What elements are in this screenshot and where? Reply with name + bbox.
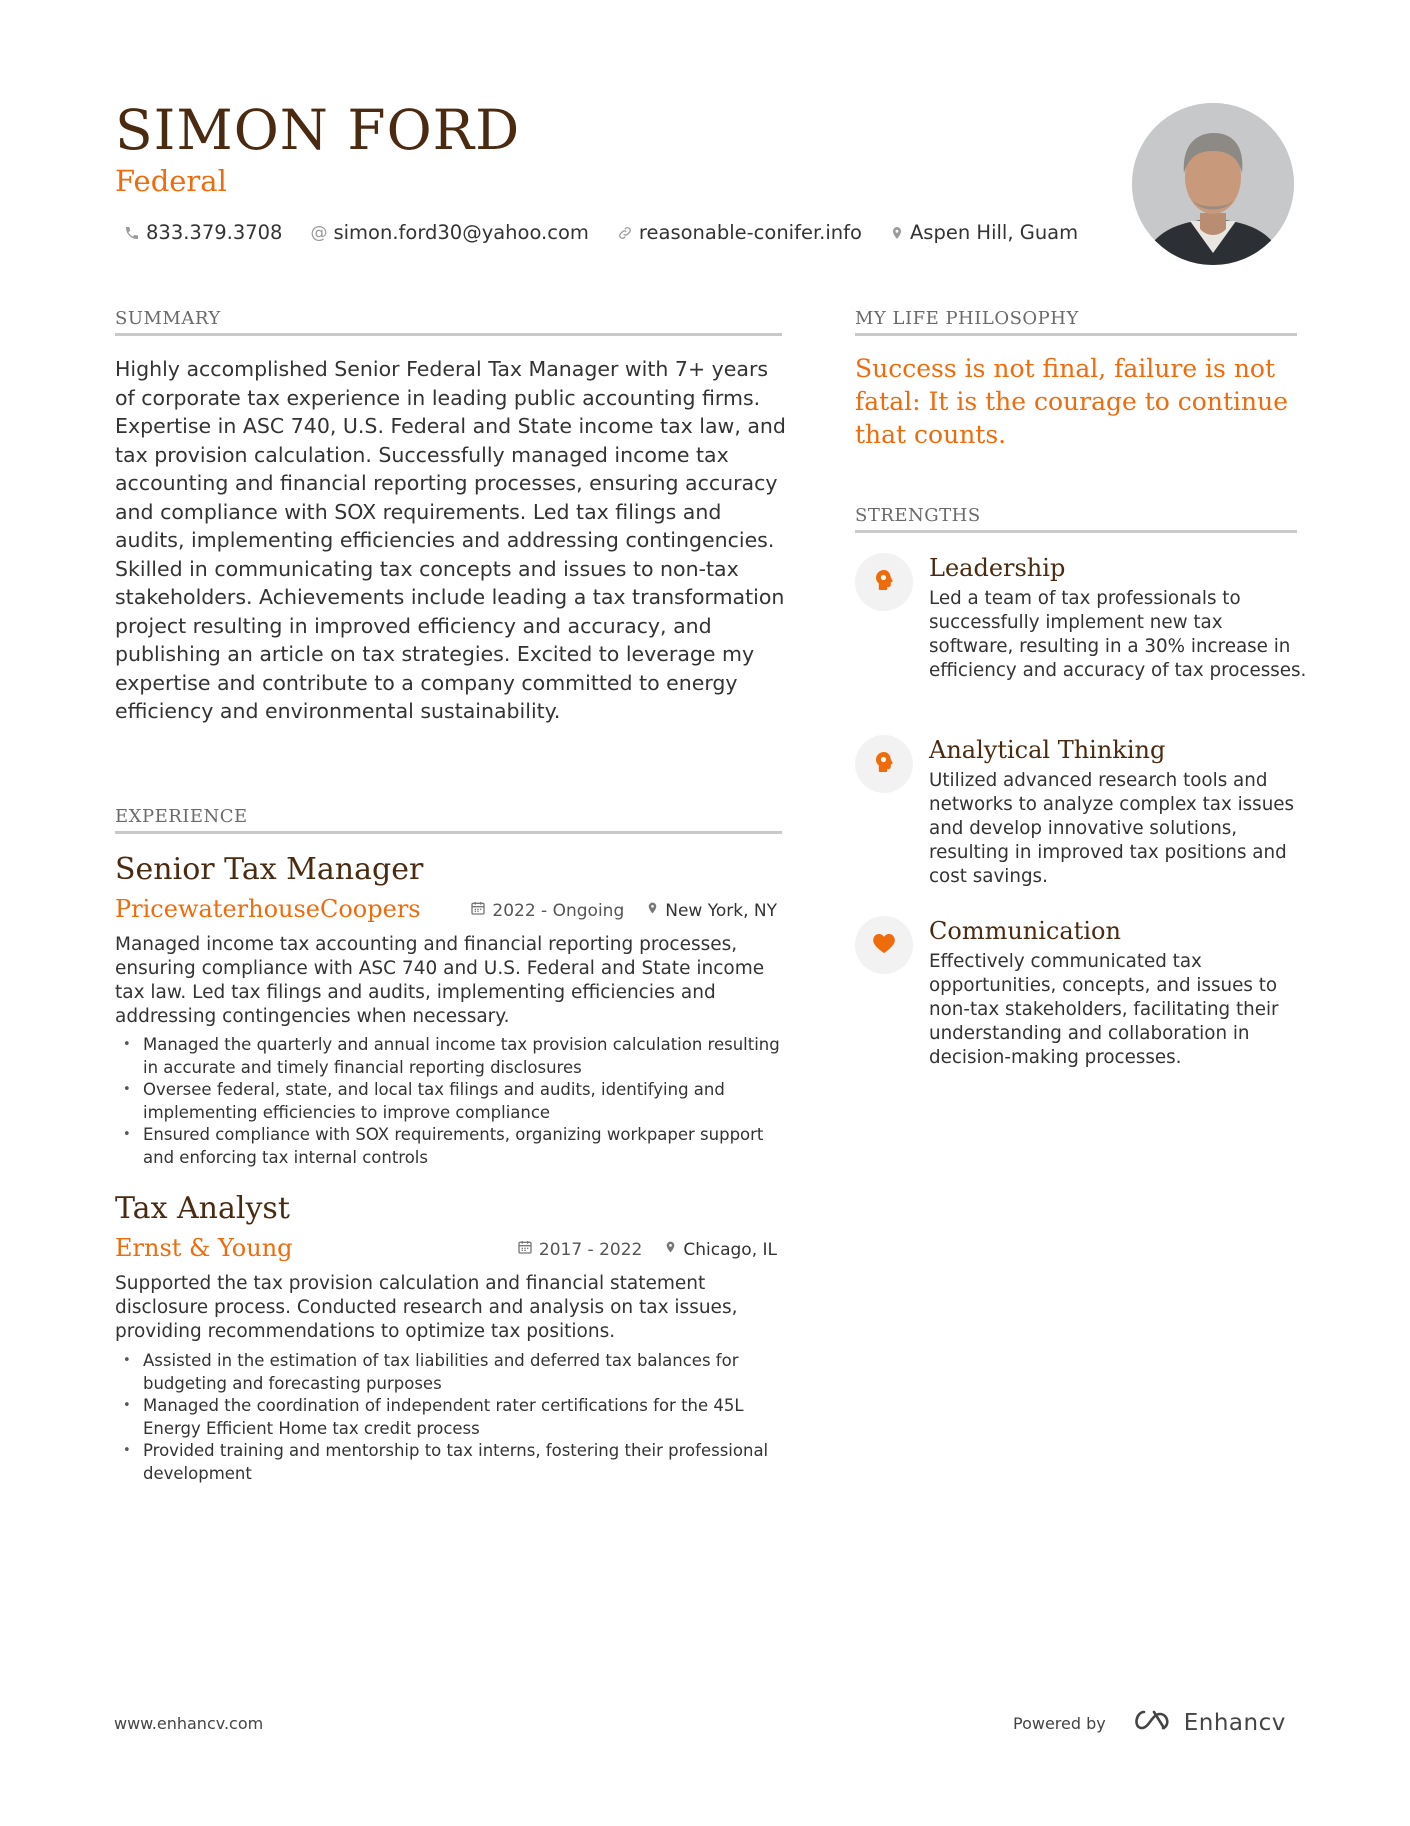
job-dates-text: 2017 - 2022 xyxy=(538,1240,643,1260)
strength-icon-wrapper xyxy=(855,553,913,611)
experience-heading: EXPERIENCE xyxy=(115,806,248,827)
calendar-icon xyxy=(470,899,486,923)
contact-website-text: reasonable-conifer.info xyxy=(638,221,862,244)
philosophy-divider xyxy=(855,333,1297,336)
job-location xyxy=(646,899,777,923)
strength-title: Leadership xyxy=(929,554,1066,582)
job-meta xyxy=(470,899,777,923)
job-company: PricewaterhouseCoopers xyxy=(115,895,421,923)
job-dates xyxy=(470,899,624,923)
list-item: • Managed the coordination of independent rater certifications for the 45L Energy Efficient Home tax credit process xyxy=(115,1395,780,1440)
location-pin-icon xyxy=(890,225,904,241)
strength-title: Analytical Thinking xyxy=(929,736,1166,764)
contact-website[interactable] xyxy=(617,220,862,246)
calendar-icon xyxy=(517,1238,533,1262)
footer-brand xyxy=(1013,1708,1286,1738)
candidate-role: Federal xyxy=(115,164,227,198)
job-title: Senior Tax Manager xyxy=(115,852,424,887)
job-description: Supported the tax provision calculation and financial statement disclosure process. Conducted research and analysis on tax issues, providing recommendations to optimize tax positions. xyxy=(115,1273,738,1342)
enhancv-logo-icon xyxy=(1130,1708,1176,1738)
philosophy-heading: MY LIFE PHILOSOPHY xyxy=(855,308,1079,329)
strength-icon-wrapper xyxy=(855,916,913,974)
strength-title: Communication xyxy=(929,917,1121,945)
strength-description: Effectively communicated tax opportunities, concepts, and issues to non-tax stakeholders, facilitating their understanding and collaboration in decision-making processes. xyxy=(929,951,1279,1068)
contact-phone[interactable] xyxy=(124,220,282,246)
contact-location-text: Aspen Hill, Guam xyxy=(909,221,1079,244)
strengths-divider xyxy=(855,530,1297,533)
job-meta xyxy=(517,1238,777,1262)
job-dates-text: 2022 - Ongoing xyxy=(492,901,625,921)
strength-icon-wrapper xyxy=(855,735,913,793)
experience-divider xyxy=(115,831,782,834)
heart-icon xyxy=(872,932,896,958)
list-item: • Ensured compliance with SOX requirements, organizing workpaper support and enforcing tax internal controls xyxy=(115,1124,780,1169)
job-location-text: Chicago, IL xyxy=(683,1240,777,1260)
summary-divider xyxy=(115,333,782,336)
strength-description: Utilized advanced research tools and networks to analyze complex tax issues and develop innovative solutions, resulting in improved tax positions and cost savings. xyxy=(929,770,1295,887)
list-item: • Managed the quarterly and annual income tax provision calculation resulting in accurate and timely financial reporting disclosures xyxy=(115,1034,780,1079)
list-item: • Provided training and mentorship to tax interns, fostering their professional development xyxy=(115,1440,780,1485)
job-location-text: New York, NY xyxy=(665,901,777,921)
philosophy-quote: Success is not final, failure is not fatal: It is the courage to continue that counts. xyxy=(855,354,1288,449)
job-description: Managed income tax accounting and financial reporting processes, ensuring compliance with ASC 740 and U.S. Federal and State income tax law. Led tax filings and audits, implementing efficiencies and addressing contingencies when necessary. xyxy=(115,934,765,1027)
phone-icon xyxy=(124,225,140,241)
job-bullets xyxy=(115,1350,780,1485)
location-pin-icon xyxy=(664,1238,677,1262)
list-item: • Oversee federal, state, and local tax filings and audits, identifying and implementing efficiencies to improve compliance xyxy=(115,1079,780,1124)
footer-website[interactable]: www.enhancv.com xyxy=(114,1714,264,1733)
contact-location xyxy=(890,220,1078,246)
link-icon xyxy=(617,225,633,241)
job-company: Ernst & Young xyxy=(115,1234,293,1262)
strengths-heading: STRENGTHS xyxy=(855,505,981,526)
contact-bar xyxy=(124,220,1078,246)
profile-photo xyxy=(1132,103,1294,265)
summary-text: Highly accomplished Senior Federal Tax Manager with 7+ years of corporate tax experience in leading public accounting firms. Expertise in ASC 740, U.S. Federal and State income tax law, and tax provision calculation. Successfully managed income tax accounting and financial reporting processes, ensuring accuracy and compliance with SOX requirements. Led tax filings and audits, implementing efficiencies and addressing contingencies. Skilled in communicating tax concepts and issues to non-tax stakeholders. Achievements include leading a tax transformation project resulting in improved efficiency and accuracy, and publishing an article on tax strategies. Excited to leverage my expertise and contribute to a company committed to energy efficiency and environmental sustainability. xyxy=(115,357,786,723)
candidate-name: SIMON FORD xyxy=(115,98,521,162)
head-brain-icon xyxy=(872,750,896,778)
brand-name: Enhancv xyxy=(1183,1710,1286,1736)
brand-logo[interactable] xyxy=(1130,1708,1286,1738)
summary-heading: SUMMARY xyxy=(115,308,221,329)
contact-email[interactable] xyxy=(310,220,588,246)
list-item: • Assisted in the estimation of tax liabilities and deferred tax balances for budgeting and forecasting purposes xyxy=(115,1350,780,1395)
job-location xyxy=(664,1238,777,1262)
powered-by-label: Powered by xyxy=(1013,1713,1106,1733)
at-icon: @ xyxy=(310,223,328,243)
job-dates xyxy=(517,1238,642,1262)
strength-description: Led a team of tax professionals to successfully implement new tax software, resulting in a 30% increase in efficiency and accuracy of tax processes. xyxy=(929,588,1307,681)
head-brain-icon xyxy=(872,568,896,596)
contact-phone-text: 833.379.3708 xyxy=(146,221,283,244)
contact-email-text: simon.ford30@yahoo.com xyxy=(333,221,589,244)
job-bullets xyxy=(115,1034,780,1169)
location-pin-icon xyxy=(646,899,659,923)
job-title: Tax Analyst xyxy=(115,1191,290,1226)
